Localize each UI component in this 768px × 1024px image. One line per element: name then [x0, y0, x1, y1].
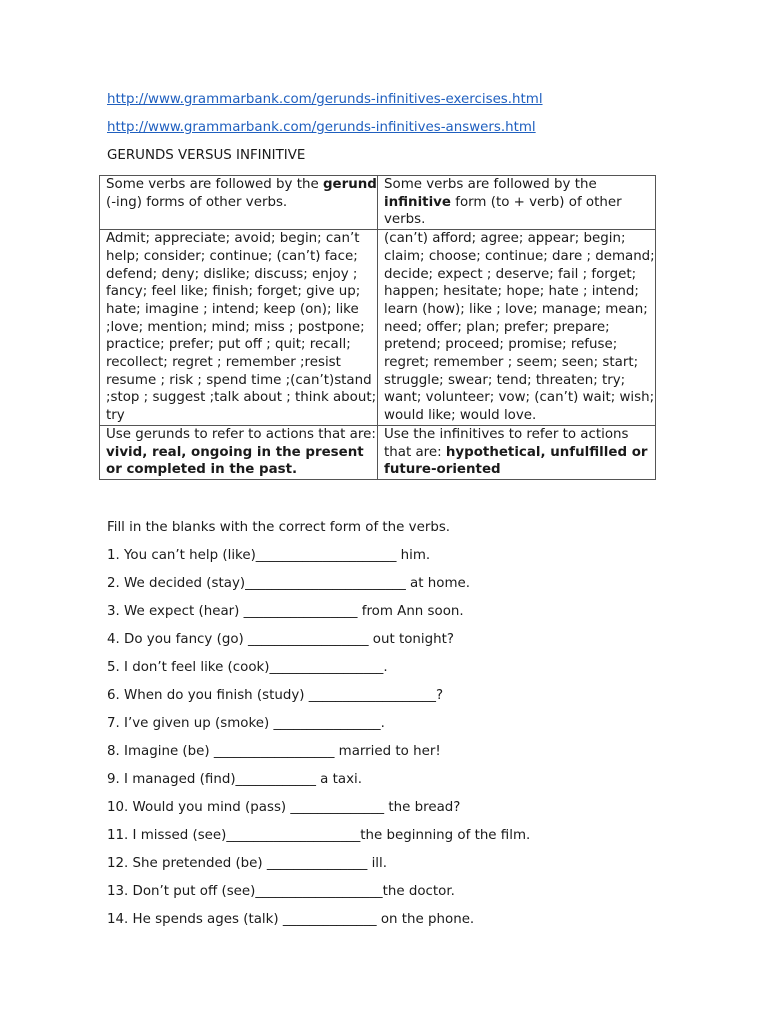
page-heading: GERUNDS VERSUS INFINITIVE [107, 148, 306, 163]
infinitive-usage-cell: Use the infinitives to refer to actions that are: hypothetical, unfulfilled or future-oriented [378, 425, 656, 479]
exercise-list [107, 546, 530, 938]
exercises-link[interactable]: http://www.grammarbank.com/gerunds-infinitives-exercises.html [107, 92, 543, 107]
exercise-item: 2. We decided (stay)________________________ at home. [107, 576, 470, 591]
exercise-item: 4. Do you fancy (go) __________________ out tonight? [107, 632, 454, 647]
table-row [100, 176, 656, 230]
exercise-item: 9. I managed (find)____________ a taxi. [107, 772, 362, 787]
gerund-verbs-cell: Admit; appreciate; avoid; begin; can’t help; consider; continue; (can’t) face; defend; deny; dislike; discuss; enjoy ; fancy; feel like; finish; forget; give up; hate; imagine ; intend; keep (on); like ;love; mention; mind; miss ; postpone; practice; prefer; put off ; quit; recall; recollect; regret ; remember ;resist resume ; risk ; spend time ;(can’t)stand ;stop ; suggest ;talk about ; think about; try [100, 230, 378, 426]
exercise-item: 7. I’ve given up (smoke) ________________. [107, 716, 385, 731]
exercise-item: 12. She pretended (be) _______________ ill. [107, 856, 387, 871]
gerund-intro-cell: Some verbs are followed by the gerund (-ing) forms of other verbs. [100, 176, 378, 230]
gerund-usage-cell: Use gerunds to refer to actions that are: vivid, real, ongoing in the present or completed in the past. [100, 425, 378, 479]
exercise-item: 5. I don’t feel like (cook)_________________. [107, 660, 388, 675]
infinitive-intro-cell: Some verbs are followed by the infinitive form (to + verb) of other verbs. [378, 176, 656, 230]
exercise-instructions: Fill in the blanks with the correct form of the verbs. [107, 520, 451, 535]
infinitive-verbs-cell: (can’t) afford; agree; appear; begin; claim; choose; continue; dare ; demand; decide; expect ; deserve; fail ; forget; happen; hesitate; hope; hate ; intend; learn (how); like ; love; manage; mean; need; offer; plan; prefer; prepare; pretend; proceed; promise; refuse; regret; remember ; seem; seen; start; struggle; swear; tend; threaten; try; want; volunteer; vow; (can’t) wait; wish; would like; would love. [378, 230, 656, 426]
exercise-item: 6. When do you finish (study) ___________________? [107, 688, 444, 703]
table-row [100, 230, 656, 426]
exercise-item: 10. Would you mind (pass) ______________ the bread? [107, 800, 461, 815]
answers-link[interactable]: http://www.grammarbank.com/gerunds-infinitives-answers.html [107, 120, 536, 135]
exercise-item: 11. I missed (see)____________________the beginning of the film. [107, 828, 531, 843]
gerund-infinitive-table [99, 175, 656, 480]
exercise-item: 3. We expect (hear) _________________ from Ann soon. [107, 604, 464, 619]
document-header [107, 90, 667, 168]
exercise-item: 13. Don’t put off (see)___________________the doctor. [107, 884, 455, 899]
table-row [100, 425, 656, 479]
exercise-item: 8. Imagine (be) __________________ married to her! [107, 744, 441, 759]
exercise-item: 1. You can’t help (like)_____________________ him. [107, 548, 431, 563]
exercise-item: 14. He spends ages (talk) ______________ on the phone. [107, 912, 475, 927]
